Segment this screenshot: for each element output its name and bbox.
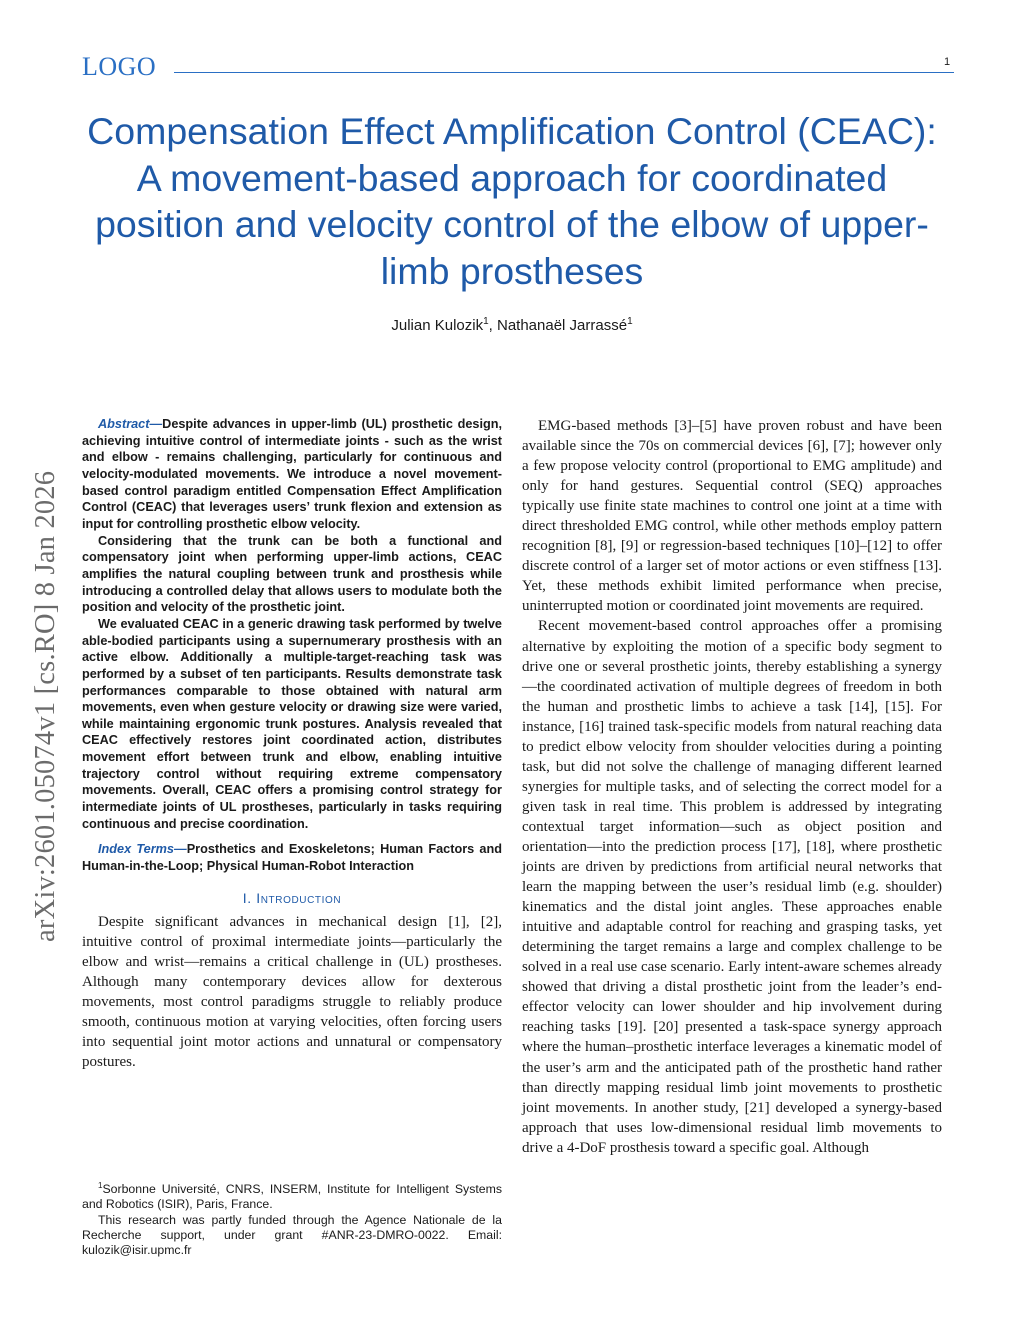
abstract-paragraph: Considering that the trunk can be both a functional and compensatory joint when performing upper-limb actions, CEAC amplifies the natural coupling between trunk and prosthesis while introducing a controlled delay that allows users to modulate both the position and velocity of the prosthetic joint.: [82, 533, 502, 615]
author-name: Nathanaël Jarrassé: [496, 317, 628, 334]
left-column: [82, 416, 502, 1072]
abstract: [82, 416, 502, 832]
abstract-paragraph: [82, 416, 502, 533]
paper-title: Compensation Effect Amplification Control (CEAC): A movement-based approach for coordinated position and velocity control of the elbow of upper-limb prostheses: [87, 110, 937, 292]
section-heading: I. Introduction: [242, 889, 342, 906]
index-terms-label: Index Terms—: [98, 842, 187, 857]
right-column: [522, 416, 942, 1158]
funding-footnote: This research was partly funded through the Agence Nationale de la Recherche support, under grant #ANR-23-DMRO-0022. Email: kulozik@isir.upmc.fr: [82, 1212, 502, 1257]
affiliation-text: Sorbonne Université, CNRS, INSERM, Institute for Intelligent Systems and Robotics (ISIR), Paris, France.: [82, 1182, 502, 1212]
arxiv-identifier: arXiv:2601.05074v1 [cs.RO] 8 Jan 2026: [30, 470, 61, 942]
index-terms-text: Prosthetics and Exoskeletons; Human Factors and Human-in-the-Loop; Physical Human-Robot Interaction: [82, 842, 502, 874]
abstract-paragraph: We evaluated CEAC in a generic drawing task performed by twelve able-bodied participants using a supernumerary prosthesis with an active elbow. Additionally a multiple-target-reaching task was performed by a subset of ten participants. Results demonstrate task performances comparable to those obtained with natural arm movements, even when gesture velocity or drawing size were varied, while maintaining ergonomic trunk postures. Analysis revealed that CEAC effectively restores joint coordinated action, distributes movement effort between trunk and elbow, enabling intuitive trajectory control without requiring extreme compensatory movements. Overall, CEAC offers a promising control strategy for intermediate joints of UL prostheses, particularly in tasks requiring continuous and precise coordination.: [82, 616, 502, 831]
author-separator: ,: [488, 317, 497, 334]
body-paragraph: Recent movement-based control approaches offer a promising alternative by exploiting the motion of a specific body segment to drive one or several prosthetic joints, thereby establishing a synergy—the coordinated activation of multiple degrees of freedom in both the human and prosthetic limbs to achieve a task [14], [15]. For instance, [16] trained task-specific models from natural reaching data to predict elbow velocity from shoulder velocities during a pointing task, but did not solve the challenge of managing different learned synergies for multiple tasks, and of selecting the correct model for a given task in real time. This problem is addressed by integrating contextual target information—such as object position and orientation—into the prediction process [17], [18], where prosthetic joints are driven by predictions from artificial neural networks that learn the mapping between the user’s residual limb (e.g. shoulder) kinematics and the distal joint angles. These approaches enable intuitive and adaptable control for reaching and grasping tasks, yet determining the target remains a large and complex challenge to be solved in a real use case scenario. Early intent-aware schemes already showed that driving a distal prosthetic joint from the leader’s end-effector velocity can lower shoulder and hip involvement during reaching tasks [19]. [20] presented a task-space synergy approach where the human–prosthetic interface leverages a kinematic model of the user’s arm and the anticipated path of the prosthetic hand rather than directly mapping residual limb joint movements to prosthetic joint movements. In another study, [21] developed a synergy-based approach that uses low-dimensional residual limb movements to drive a 4-DoF prosthesis toward a specific goal. Although: [522, 618, 942, 1156]
author-affiliation-mark: 1: [483, 316, 489, 327]
body-paragraph: EMG-based methods [3]–[5] have proven robust and have been available since the 70s on commercial devices [6], [7]; however only a few propose velocity control (proportional to EMG amplitude) and only for hand gestures. Sequential control (SEQ) approaches typically use finite state machines to control one joint at a time with direct thresholded EMG control, while other methods employ pattern recognition [8], [9] or regression-based techniques [10]–[12] to offer discrete control of a larger set of motor actions or even stiffness [13]. Yet, these methods exhibit limited performance when precise, uninterrupted motion or coordinated joint movements are required.: [522, 418, 942, 615]
author-list: [80, 316, 944, 334]
footnotes: [82, 1178, 502, 1258]
intro-paragraph: Despite significant advances in mechanical design [1], [2], intuitive control of proximal intermediate joints—particularly the elbow and wrist—remains a critical challenge in (UL) prostheses. Although many contemporary devices allow for dexterous movements, most control paradigms struggle to reliably produce smooth, continuous motion at varying velocities, often forcing users into sequential joint motor actions and unnatural or compensatory postures.: [82, 913, 502, 1071]
index-terms: [82, 841, 502, 874]
journal-logo: LOGO: [82, 52, 157, 81]
footnote-mark: 1: [98, 1181, 103, 1190]
abstract-text: Despite advances in upper-limb (UL) prosthetic design, achieving intuitive control of intermediate joints - such as the wrist and elbow - remains challenging, particularly for continuous and velocity-modulated movements. We introduce a novel movement-based control paradigm entitled Compensation Effect Amplification Control (CEAC) that leverages users’ trunk flexion and extension as input for controlling prosthetic elbow velocity.: [82, 417, 502, 531]
author-name: Julian Kulozik: [391, 317, 484, 334]
affiliation-footnote: [82, 1178, 502, 1213]
abstract-label: Abstract—: [98, 417, 163, 431]
page-number: 1: [944, 56, 951, 68]
author-affiliation-mark: 1: [627, 316, 633, 327]
header-rule: [174, 72, 954, 73]
